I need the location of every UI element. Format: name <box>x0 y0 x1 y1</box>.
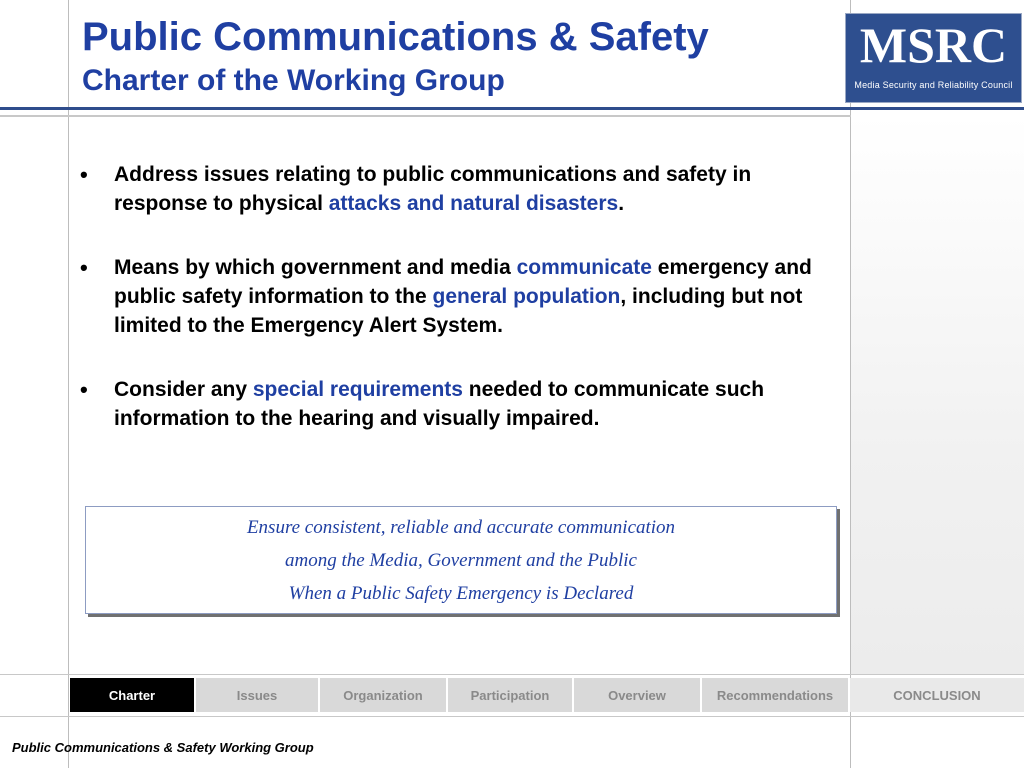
tab-recommendations[interactable]: Recommendations <box>702 678 850 712</box>
page-subtitle: Charter of the Working Group <box>82 64 505 97</box>
logo-subtext: Media Security and Reliability Council <box>854 80 1013 90</box>
bullet-item <box>80 375 830 433</box>
msrc-logo <box>845 13 1022 103</box>
header-rule-dark <box>0 107 1024 110</box>
right-side-panel <box>851 115 1024 675</box>
mission-callout-box <box>85 506 837 614</box>
bullet-highlight: attacks and natural disasters <box>328 192 619 215</box>
page-title: Public Communications & Safety <box>82 15 709 59</box>
tab-issues[interactable]: Issues <box>196 678 320 712</box>
callout-line: among the Media, Government and the Public <box>285 550 637 571</box>
bullet-dot-icon: • <box>80 377 88 402</box>
tab-organization[interactable]: Organization <box>320 678 448 712</box>
footer-text: Public Communications & Safety Working Group <box>12 740 314 755</box>
nav-rule-bottom <box>0 716 1024 717</box>
bullet-segment: Means by which government and media <box>114 256 517 279</box>
bullet-segment: . <box>618 192 625 215</box>
charter-bullet-list <box>80 160 830 468</box>
bullet-highlight: general population <box>432 285 621 308</box>
bullet-highlight: special requirements <box>252 378 463 401</box>
bullet-item <box>80 160 830 218</box>
callout-line: Ensure consistent, reliable and accurate communication <box>246 517 676 538</box>
tab-conclusion[interactable]: CONCLUSION <box>850 678 1024 712</box>
logo-text: MSRC <box>859 17 1008 73</box>
bullet-segment: needed to communicate such information to the hearing and visually impaired. <box>114 378 765 430</box>
bullet-segment: Address issues relating to public communications and safety in response to physical <box>114 163 752 215</box>
nav-rule-top <box>0 674 1024 675</box>
tab-charter[interactable]: Charter <box>70 678 196 712</box>
bullet-segment: Consider any <box>114 378 253 401</box>
bullet-segment: emergency and public safety information to the <box>114 256 812 308</box>
callout-line: When a Public Safety Emergency is Declared <box>288 583 634 604</box>
bullet-dot-icon: • <box>80 162 88 187</box>
section-nav-bar <box>70 678 1024 712</box>
bullet-dot-icon: • <box>80 255 88 280</box>
bullet-item <box>80 253 830 340</box>
tab-participation[interactable]: Participation <box>448 678 574 712</box>
tab-overview[interactable]: Overview <box>574 678 702 712</box>
bullet-segment: , including but not limited to the Emergency Alert System. <box>114 285 803 337</box>
bullet-highlight: communicate <box>516 256 652 279</box>
